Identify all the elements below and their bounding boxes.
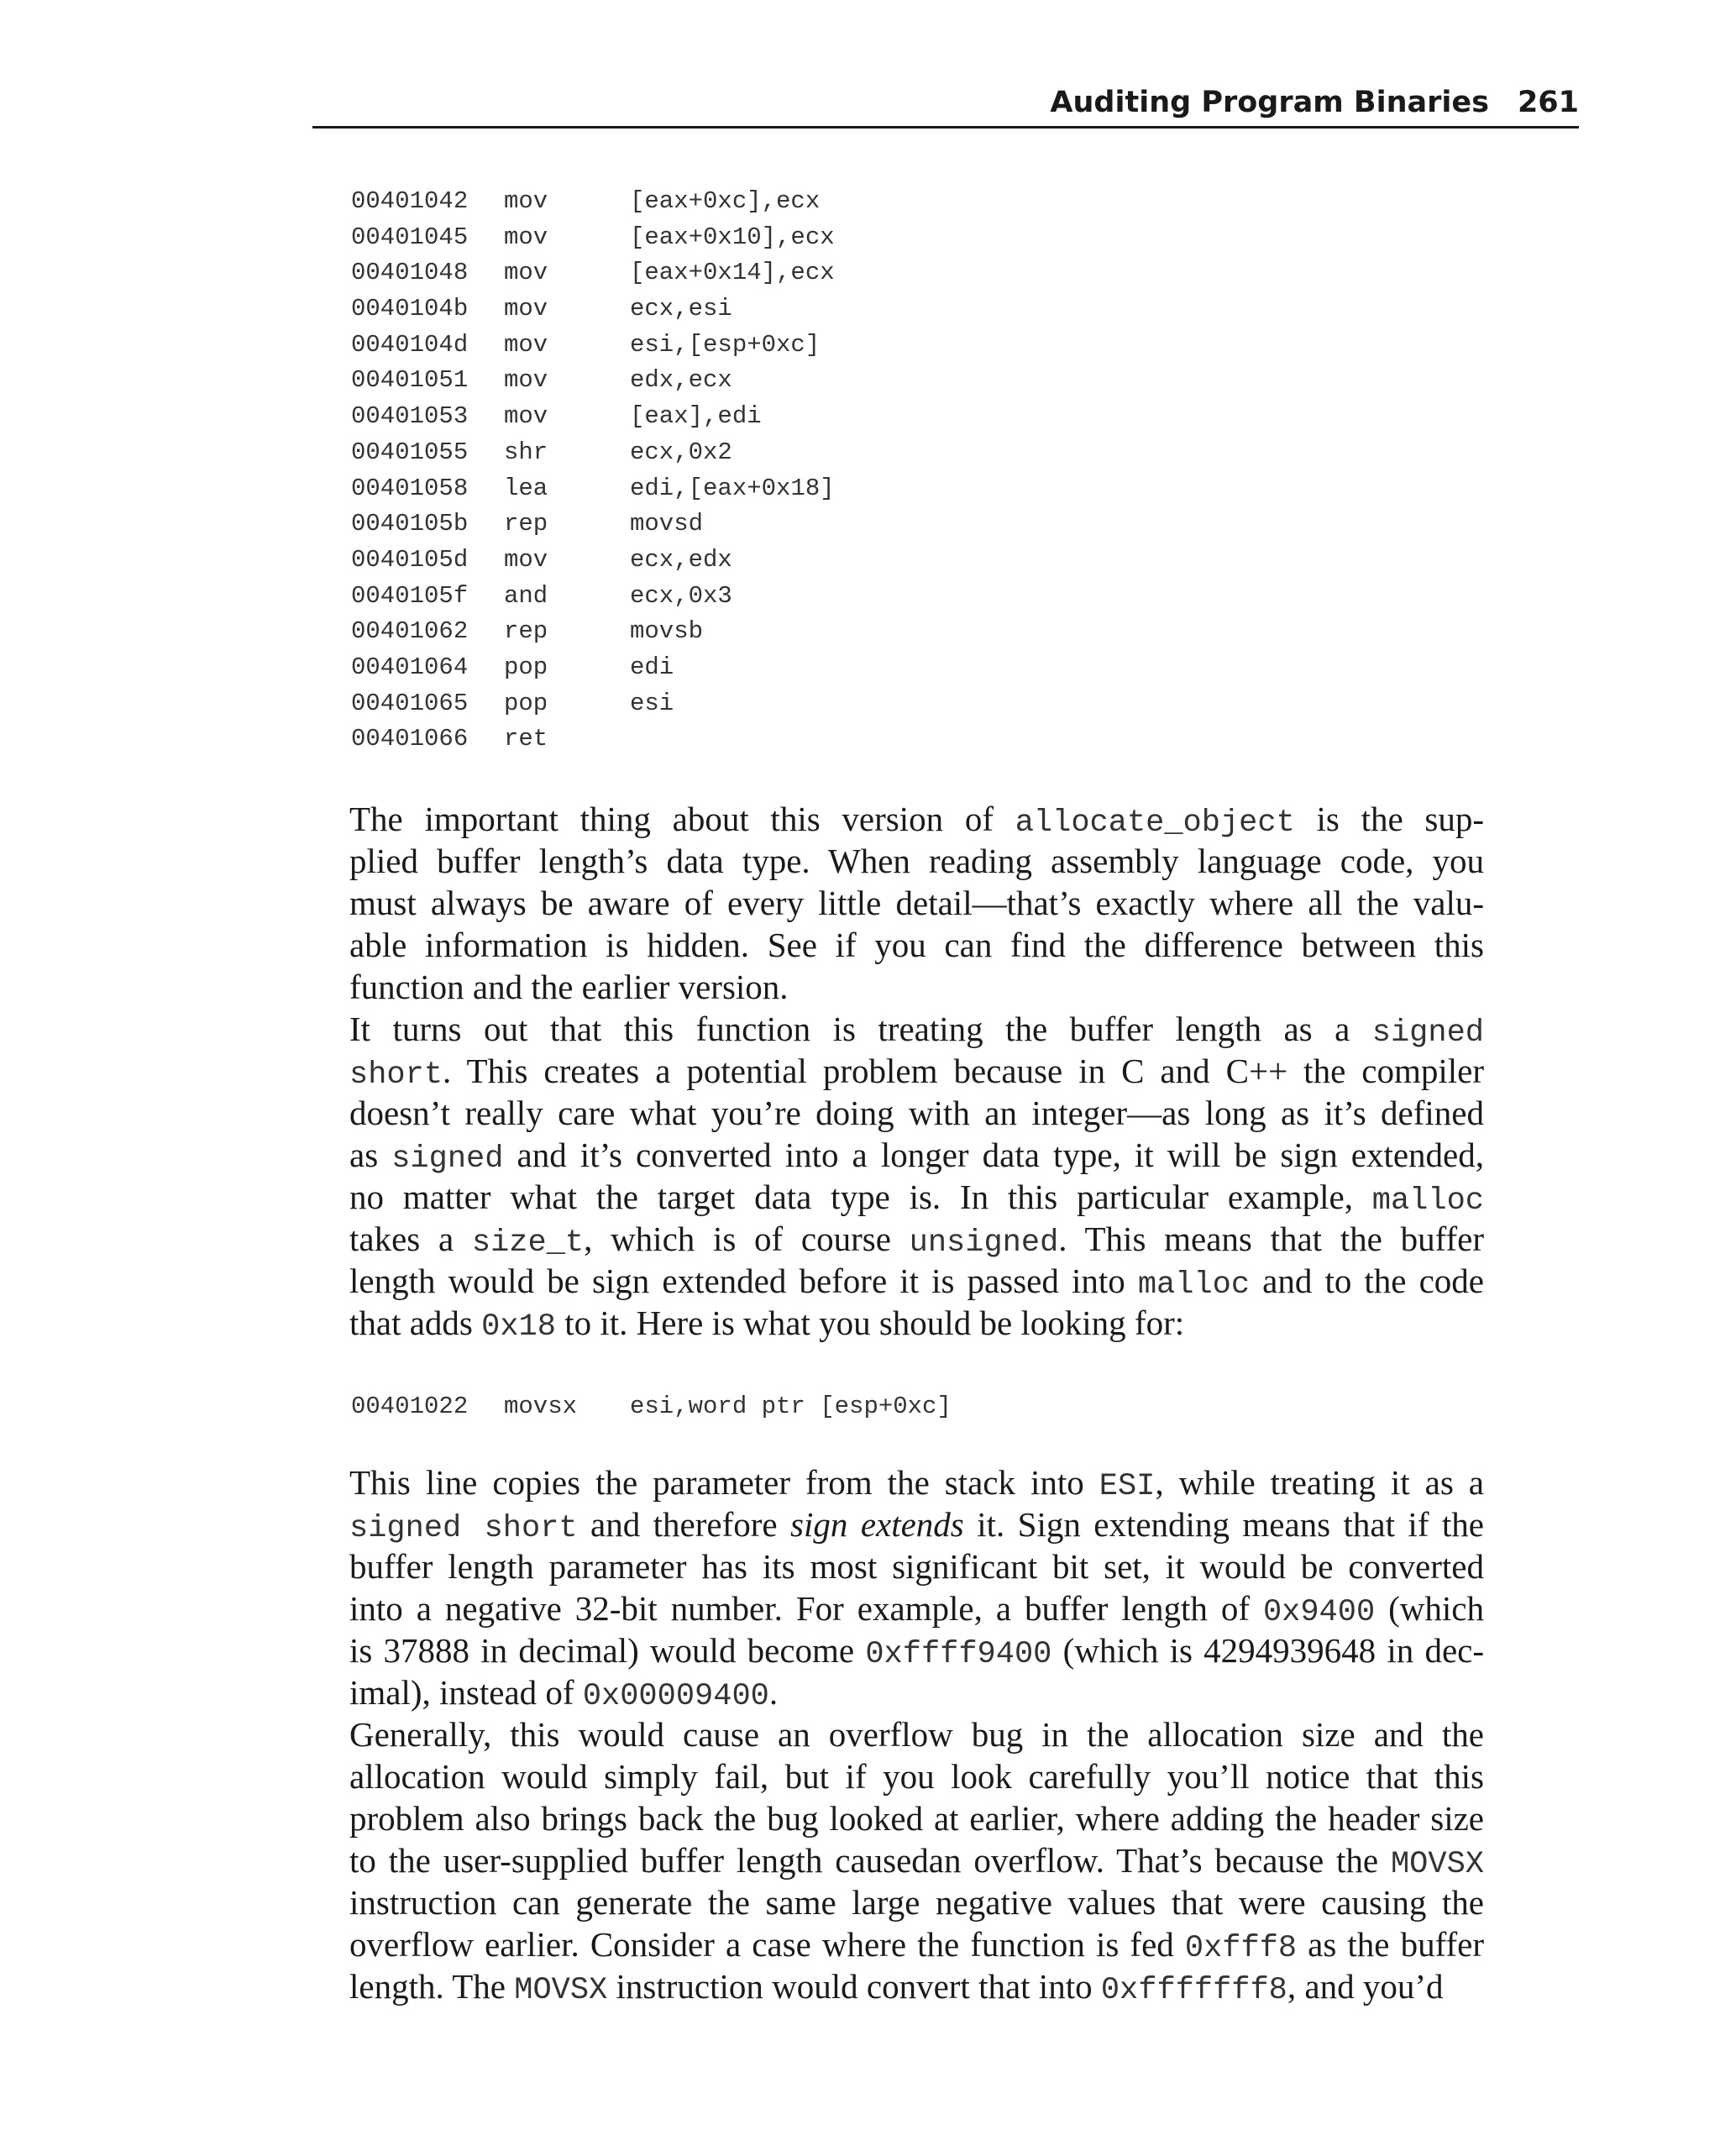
code-operands: esi: [630, 689, 674, 717]
code-line: [351, 543, 835, 579]
text-line: [312, 840, 1484, 882]
code-address: 00401062: [351, 617, 469, 646]
code-operands: [eax+0x14],ecx: [630, 259, 835, 287]
code-address: 00401045: [351, 223, 469, 251]
inline-code: unsigned: [909, 1225, 1059, 1261]
text-line: [312, 1797, 1484, 1839]
code-operands: [eax],edi: [630, 402, 762, 431]
text-line: [312, 1923, 1484, 1965]
text-run: This line copies the parameter from the stack into: [349, 1463, 1099, 1502]
text-run: able information is hidden. See if you can find the difference between this: [349, 926, 1484, 964]
code-address: 00401022: [351, 1393, 469, 1420]
text-line: [312, 1629, 1484, 1671]
code-address: 00401058: [351, 474, 469, 502]
text-line: [312, 1881, 1484, 1923]
code-address: 0040105f: [351, 581, 469, 610]
text-run: must always be aware of every little detail—that’s exactly where all the valu-: [349, 884, 1484, 922]
code-mnemonic: mov: [504, 366, 548, 395]
text-run: (which is 4294939648 in dec-: [1051, 1631, 1484, 1670]
code-mnemonic: mov: [504, 545, 548, 574]
inline-code: ESI: [1099, 1469, 1156, 1504]
code-listing-1: [351, 184, 835, 758]
text-run: function and the earlier version.: [349, 968, 789, 1006]
code-address: 00401042: [351, 187, 469, 215]
code-line: [351, 328, 835, 364]
text-run: no matter what the target data type is. In this particular example,: [349, 1178, 1372, 1216]
code-line: [351, 506, 835, 543]
text-run: doesn’t really care what you’re doing with an integer—as long as it’s defined: [349, 1094, 1484, 1132]
text-run: (which: [1375, 1589, 1484, 1628]
code-operands: movsb: [630, 617, 704, 646]
text-run: and it’s converted into a longer data type, it will be sign extended,: [503, 1136, 1485, 1174]
inline-code: 0x00009400: [582, 1679, 769, 1714]
code-mnemonic: mov: [504, 295, 548, 323]
inline-code: malloc: [1371, 1183, 1484, 1219]
code-listing-2: [351, 1389, 952, 1425]
code-mnemonic: mov: [504, 187, 548, 215]
code-line: [351, 435, 835, 471]
inline-code: signed: [1371, 1015, 1484, 1051]
code-line: [351, 184, 835, 220]
text-run: problem also brings back the bug looked at earlier, where adding the header size: [349, 1799, 1484, 1838]
text-line: [312, 1176, 1484, 1218]
text-line: [312, 1965, 1484, 2007]
code-operands: [eax+0x10],ecx: [630, 223, 835, 251]
inline-code: size_t: [471, 1225, 585, 1261]
text-run: into a negative 32-bit number. For example, a buffer length of: [349, 1589, 1263, 1628]
text-line: [312, 1050, 1484, 1092]
code-mnemonic: mov: [504, 330, 548, 359]
code-line: [351, 1389, 952, 1425]
code-operands: edi,[eax+0x18]: [630, 474, 835, 502]
code-line: [351, 579, 835, 615]
code-mnemonic: rep: [504, 617, 548, 646]
code-mnemonic: rep: [504, 510, 548, 538]
text-line: [312, 1671, 1484, 1713]
code-address: 00401064: [351, 653, 469, 681]
running-header-title: Auditing Program Binaries: [1050, 86, 1489, 119]
header-inner: [1050, 86, 1579, 119]
code-address: 00401048: [351, 259, 469, 287]
paragraph-1: [312, 798, 1484, 1008]
text-run: . This creates a potential problem because in C and C++ the compiler: [443, 1052, 1484, 1090]
text-run: , and you’d: [1287, 1967, 1444, 2006]
text-run: and to the code: [1250, 1262, 1484, 1300]
text-line: [312, 798, 1484, 840]
text-line: [312, 1260, 1484, 1302]
code-operands: ecx,esi: [630, 295, 732, 323]
text-run: length. The: [349, 1967, 515, 2006]
code-line: [351, 291, 835, 328]
text-line: [312, 1218, 1484, 1260]
text-run: length would be sign extended before it is passed into: [349, 1262, 1138, 1300]
code-address: 0040104b: [351, 295, 469, 323]
text-run: buffer length parameter has its most significant bit set, it would be converted: [349, 1547, 1484, 1586]
text-run: instruction would convert that into: [607, 1967, 1101, 2006]
paragraph-text: [312, 1008, 1484, 1344]
inline-code: 0x18: [481, 1309, 556, 1345]
code-mnemonic: shr: [504, 438, 548, 466]
code-line: [351, 471, 835, 507]
code-operands: [eax+0xc],ecx: [630, 187, 821, 215]
inline-code: short: [349, 1057, 443, 1093]
text-run: instruction can generate the same large negative values that were causing the: [349, 1883, 1484, 1922]
text-run: It turns out that this function is treating the buffer length as a: [349, 1010, 1372, 1048]
code-mnemonic: pop: [504, 653, 548, 681]
code-line: [351, 721, 835, 758]
text-run: takes a: [349, 1220, 472, 1258]
text-line: [312, 882, 1484, 924]
text-line: [312, 1503, 1484, 1545]
code-operands: edi: [630, 653, 674, 681]
code-line: [351, 220, 835, 256]
text-line: [312, 1713, 1484, 1755]
text-line: [312, 1545, 1484, 1587]
text-run: and therefore: [577, 1505, 791, 1544]
code-operands: edx,ecx: [630, 366, 732, 395]
code-line: [351, 650, 835, 686]
code-operands: ecx,edx: [630, 545, 732, 574]
text-run: as: [349, 1136, 392, 1174]
code-operands: ecx,0x2: [630, 438, 732, 466]
text-run: imal), instead of: [349, 1673, 583, 1712]
code-operands: movsd: [630, 510, 704, 538]
text-run: , while treating it as a: [1155, 1463, 1484, 1502]
code-mnemonic: pop: [504, 689, 548, 717]
paragraph-text: [312, 1461, 1484, 1713]
paragraph-text: [312, 1713, 1484, 2007]
text-run: as the buffer: [1297, 1925, 1484, 1964]
code-mnemonic: mov: [504, 223, 548, 251]
code-mnemonic: and: [504, 581, 548, 610]
text-run: overflow earlier. Consider a case where the function is fed: [349, 1925, 1185, 1964]
text-line: [312, 1755, 1484, 1797]
text-line: [312, 1302, 1484, 1344]
inline-code: signed: [391, 1141, 504, 1177]
code-address: 00401055: [351, 438, 469, 466]
text-line: [312, 1461, 1484, 1503]
code-line: [351, 255, 835, 291]
code-mnemonic: lea: [504, 474, 548, 502]
paragraph-4: [312, 1713, 1484, 2007]
code-line: [351, 399, 835, 435]
paragraph-text: [312, 798, 1484, 1008]
text-run: allocation would simply fail, but if you look carefully you’ll notice that this: [349, 1757, 1484, 1796]
inline-code: 0xffff9400: [865, 1637, 1052, 1672]
code-mnemonic: mov: [504, 402, 548, 431]
text-run: to it. Here is what you should be looking for:: [555, 1304, 1185, 1342]
text-run: to the user-supplied buffer length causedan overflow. That’s because the: [349, 1841, 1391, 1880]
code-line: [351, 363, 835, 399]
text-line: [312, 1092, 1484, 1134]
paragraph-3: [312, 1461, 1484, 1713]
code-line: [351, 686, 835, 722]
code-address: 00401065: [351, 689, 469, 717]
text-line: [312, 1587, 1484, 1629]
code-mnemonic: movsx: [504, 1393, 578, 1420]
inline-code: 0xfff8: [1184, 1931, 1298, 1966]
inline-code: allocate_object: [1015, 805, 1295, 841]
code-address: 0040105d: [351, 545, 469, 574]
page-number: 261: [1517, 86, 1579, 119]
code-operands: ecx,0x3: [630, 581, 732, 610]
text-run: is 37888 in decimal) would become: [349, 1631, 866, 1670]
code-mnemonic: ret: [504, 725, 548, 753]
code-operands: esi,word ptr [esp+0xc]: [630, 1393, 952, 1420]
text-run: , which is of course: [584, 1220, 910, 1258]
inline-code: MOVSX: [514, 1973, 608, 2008]
code-address: 00401051: [351, 366, 469, 395]
text-line: [312, 1839, 1484, 1881]
code-line: [351, 614, 835, 650]
code-address: 00401066: [351, 725, 469, 753]
inline-code: 0x9400: [1262, 1595, 1376, 1630]
text-line: [312, 966, 1484, 1008]
code-address: 0040105b: [351, 510, 469, 538]
paragraph-2: [312, 1008, 1484, 1344]
text-line: [312, 1008, 1484, 1050]
text-line: [312, 1134, 1484, 1176]
code-address: 0040104d: [351, 330, 469, 359]
code-mnemonic: mov: [504, 259, 548, 287]
text-run: that adds: [349, 1304, 482, 1342]
text-run: it. Sign extending means that if the: [963, 1505, 1484, 1544]
inline-code: 0xfffffff8: [1100, 1973, 1287, 2008]
inline-code: signed short: [349, 1511, 578, 1546]
text-run: is the sup-: [1294, 800, 1485, 838]
code-address: 00401053: [351, 402, 469, 431]
running-header: [312, 77, 1579, 129]
code-operands: esi,[esp+0xc]: [630, 330, 821, 359]
text-run: plied buffer length’s data type. When reading assembly language code, you: [349, 842, 1484, 880]
text-run: . This means that the buffer: [1058, 1220, 1484, 1258]
text-run: .: [768, 1673, 779, 1712]
inline-code: MOVSX: [1390, 1847, 1484, 1882]
emphasis: sign extends: [790, 1505, 964, 1544]
inline-code: malloc: [1137, 1267, 1251, 1303]
text-run: Generally, this would cause an overflow bug in the allocation size and the: [349, 1715, 1484, 1754]
text-run: The important thing about this version of: [349, 800, 1015, 838]
text-line: [312, 924, 1484, 966]
